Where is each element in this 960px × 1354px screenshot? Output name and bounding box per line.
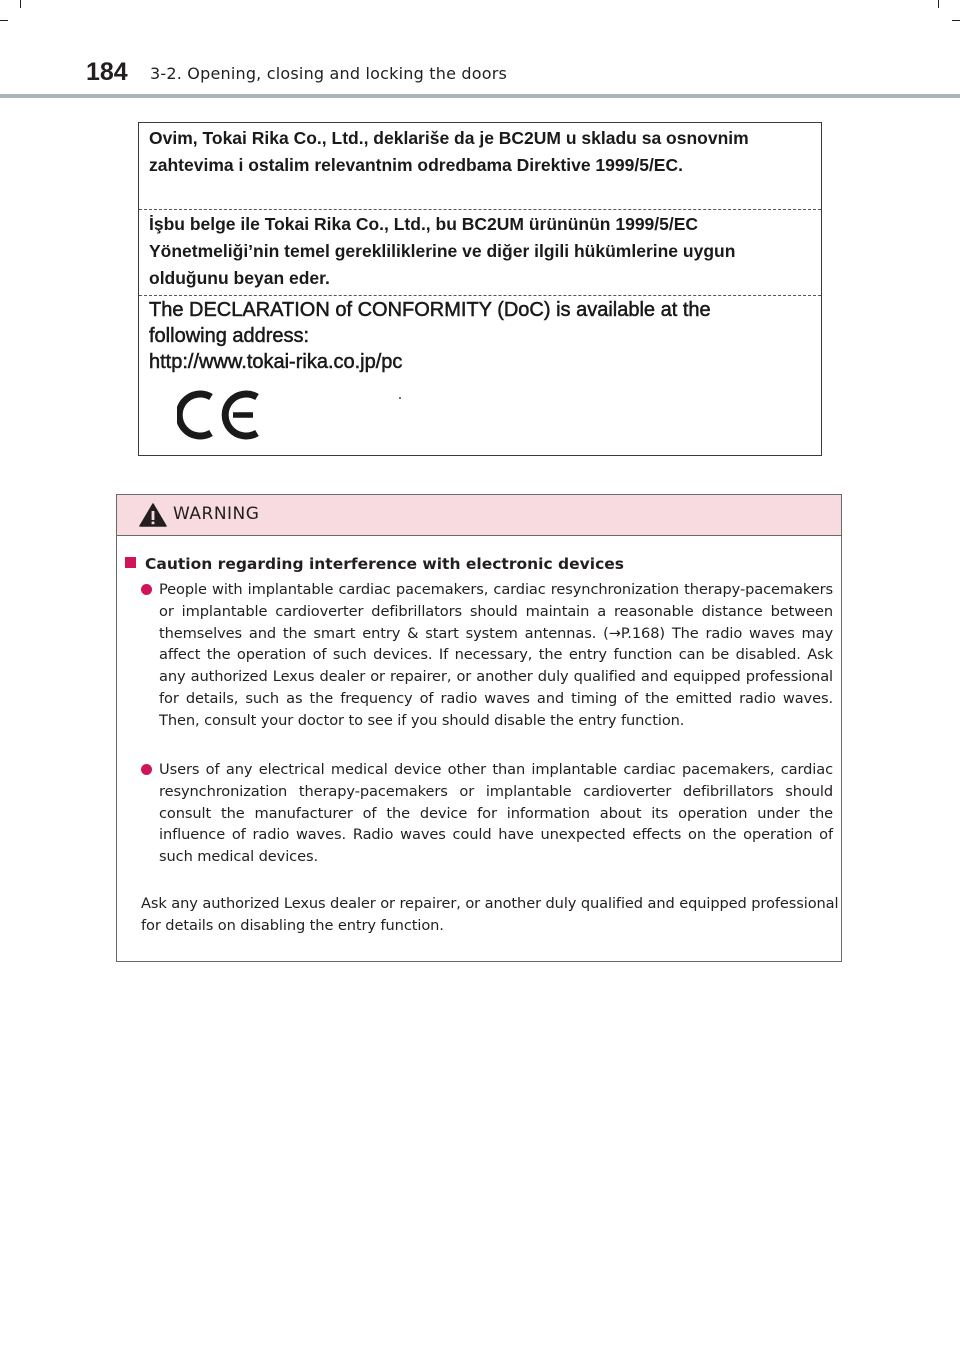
warning-triangle-icon [139, 503, 167, 527]
doc-line-2: following address: [149, 325, 310, 347]
doc-url: http://www.tokai-rika.co.jp/pc [149, 351, 403, 373]
round-bullet-icon [141, 584, 152, 595]
dashed-divider [139, 209, 821, 210]
bullet-text: People with implantable cardiac pacemakers, cardiac resynchronization therapy-pacemakers or implantable cardioverter defibrillators should maintain a reasonable distance between themselves and the smart entry & start system antennas. (→P.168) The radio waves may affect the operation of such devices. If necessary, the entry function can be disabled. Ask any authorized Lexus dealer or repairer, or another duly qualified and equipped professional for details, such as the frequency of radio waves and timing of the emitted radio waves. Then, consult your doctor to see if you should disable the entry function. [159, 581, 833, 729]
ce-mark-icon [177, 389, 267, 441]
page-header [0, 0, 960, 100]
round-bullet-icon [141, 764, 152, 775]
warning-heading [125, 555, 825, 573]
stray-dot [399, 397, 401, 399]
closing-text: Ask any authorized Lexus dealer or repairer, or another duly qualified and equipped professional for details on disabling the entry function. [141, 895, 839, 934]
declaration-doc [149, 297, 817, 375]
square-bullet-icon [125, 557, 136, 568]
section-title: 3-2. Opening, closing and locking the doors [150, 64, 508, 83]
page-number: 184 [86, 58, 128, 86]
header-rule [0, 94, 960, 98]
warning-header [117, 495, 841, 536]
doc-line-1: The DECLARATION of CONFORMITY (DoC) is available at the [149, 299, 711, 321]
declaration-turkish: İşbu belge ile Tokai Rika Co., Ltd., bu BC2UM ürününün 1999/5/EC Yönetmeliği’nin temel gerekliliklerine ve diğer ilgili hükümlerine uygun olduğunu beyan eder. [149, 214, 736, 288]
bullet-text: Users of any electrical medical device other than implantable cardiac pacemakers, cardiac resynchronization therapy-pacemakers or implantable cardioverter defibrillators should consult the manufacturer of the device for information about its operation under the influence of radio waves. Radio waves could have unexpected effects on the operation of such medical devices. [159, 761, 833, 866]
dashed-divider [139, 295, 821, 296]
warning-box [116, 494, 842, 962]
warning-heading-text: Caution regarding interference with electronic devices [145, 555, 625, 573]
list-item [141, 579, 833, 732]
list-item [141, 759, 833, 868]
warning-label: WARNING [173, 504, 260, 524]
declaration-serbian: Ovim, Tokai Rika Co., Ltd., deklariše da je BC2UM u skladu sa osnovnim zahtevima i ostalim relevantnim odredbama Direktive 1999/5/EC. [149, 128, 749, 175]
declaration-box [138, 122, 822, 456]
